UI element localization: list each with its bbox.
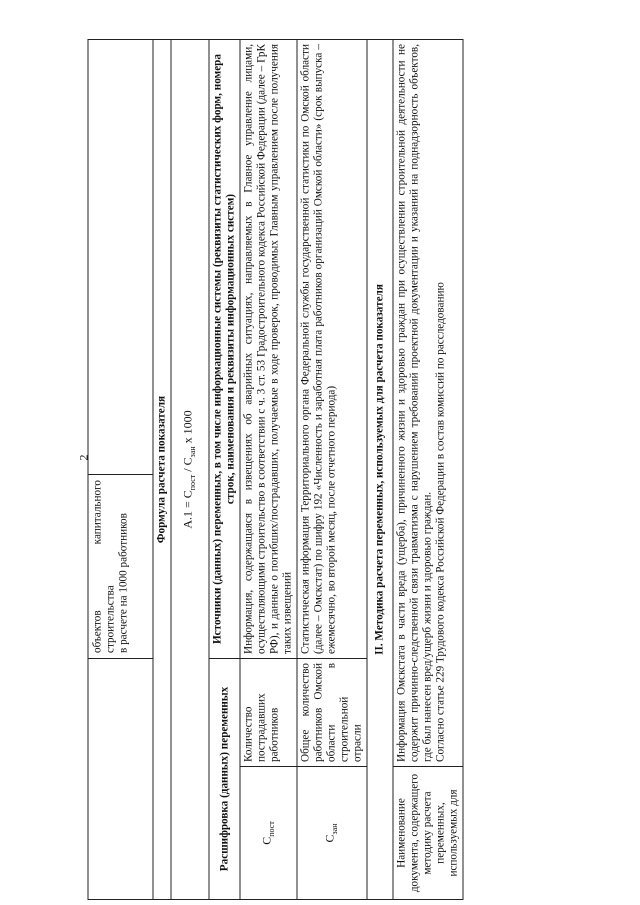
continuation-row (88, 40, 153, 900)
formula: $А.1 = С_{пост} / С_{зан}$ х 1000 (171, 40, 209, 900)
section-two-title: II. Методика расчета переменных, используемых для расчета показателя (367, 40, 393, 900)
methodology-paragraph: Согласно статье 229 Трудового кодекса Российской Федерации в состав комиссий по расследованию (434, 282, 447, 762)
empty-cell (88, 40, 153, 475)
continuation-line: капитального (91, 480, 104, 545)
formula-header-row (153, 40, 171, 900)
variable-description: Количество пострадавших работников (240, 659, 297, 767)
formula-row (171, 40, 209, 900)
variable-symbol: $С_{пост}$ (240, 767, 297, 900)
section-two-title-row (367, 40, 393, 900)
variables-header-left: Расшифровка (данных) переменных (209, 659, 240, 900)
continuation-line: объектов (91, 610, 104, 653)
continuation-line: строительства (104, 585, 117, 653)
rotated-table-container (88, 40, 583, 900)
section-two-row (393, 40, 463, 900)
variable-row (297, 40, 367, 900)
page-number: 2 (76, 454, 91, 461)
variable-source: Статистическая информация Территориального органа Федеральной службы государственной статистики по Омской области (далее – Омскстат) по шифру 192 «Численность и заработная плата работников организаций Омской области» (срок выпуска – ежемесячно, во второй месяц, после отчетного периода) (297, 40, 367, 659)
variable-symbol: $С_{зан}$ (297, 767, 367, 900)
variables-header-right: Источники (данных) переменных, в том числе информационные системы (реквизиты статистических форм, номера строк, наименования и реквизиты информационных систем) (209, 40, 240, 659)
methodology-text (393, 40, 463, 767)
variable-row (240, 40, 297, 900)
continuation-cell (88, 475, 153, 659)
indicator-table (88, 39, 464, 900)
variable-description: Общее количество работников Омской области в строительной отрасли (297, 659, 367, 767)
variables-header-row (209, 40, 240, 900)
methodology-paragraph: Информация Омскстата в части вреда (ущерба), причиненного жизни и здоровью граждан при осуществлении строительной деятельности не содержит причинно-следственной связи травматизма с нарушением требований проектной документации и указаний на поднадзорность объектов, где был нанесен вред/ущерб жизни и здоровью граждан. (395, 44, 434, 762)
formula-header: Формула расчета показателя (153, 40, 171, 900)
empty-cell (88, 659, 153, 900)
variable-source: Информация, содержащаяся в извещениях об аварийных ситуациях, направляемых в Главное управление лицами, осуществляющими строительство в соответствии с ч. 3 ст. 53 Градостроительного кодекса Российской Федерации (далее – ГрК РФ), и данные о погибших/пострадавших, получаемые в ходе проверок, проводимых Главным управлением после получения таких извещений (240, 40, 297, 659)
continuation-line: в расчете на 1000 работников (117, 513, 130, 653)
methodology-document-label: Наименование документа, содержащего методику расчета переменных, используемых для (393, 767, 463, 900)
